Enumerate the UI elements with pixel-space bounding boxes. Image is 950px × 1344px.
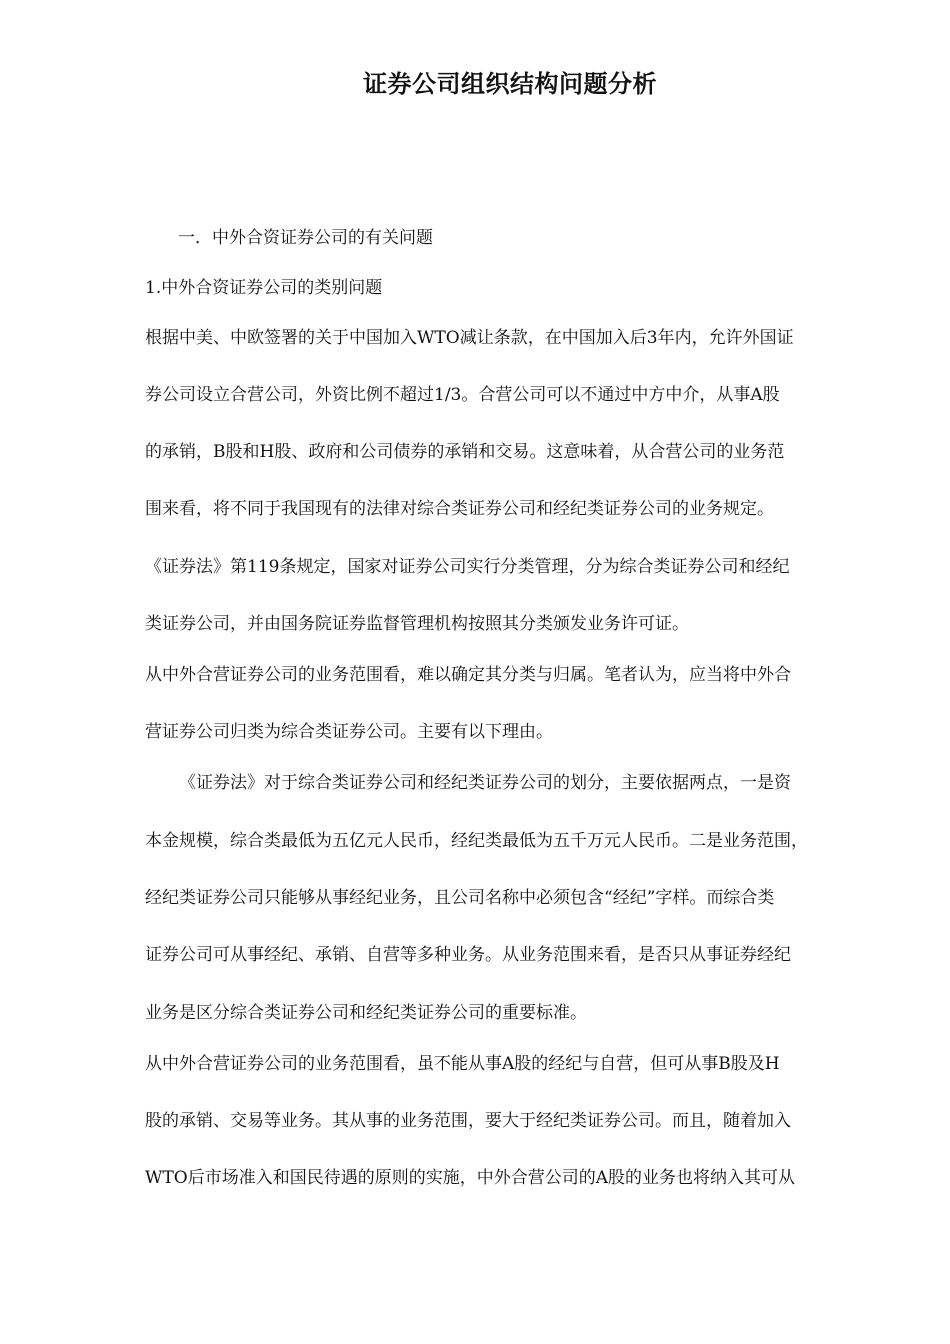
- paragraph-line: 证券公司可从事经纪、承销、自营等多种业务。从业务范围来看，是否只从事证券经纪: [145, 945, 791, 965]
- paragraph-line: 经纪类证券公司只能够从事经纪业务，且公司名称中必须包含“经纪”字样。而综合类: [145, 888, 775, 908]
- paragraph-line: WTO后市场准入和国民待遇的原则的实施，中外合营公司的A股的业务也将纳入其可从: [145, 1168, 796, 1188]
- paragraph-line: 《证券法》第119条规定，国家对证券公司实行分类管理，分为综合类证券公司和经纪: [145, 557, 790, 577]
- paragraph-line: 《证券法》对于综合类证券公司和经纪类证券公司的划分，主要依据两点，一是资: [179, 773, 791, 793]
- paragraph-line: 本金规模，综合类最低为五亿元人民币，经纪类最低为五千万元人民币。二是业务范围，: [145, 831, 808, 851]
- paragraph-line: 营证券公司归类为综合类证券公司。主要有以下理由。: [145, 722, 553, 742]
- paragraph-line: 根据中美、中欧签署的关于中国加入WTO减让条款，在中国加入后3年内，允许外国证: [145, 328, 794, 348]
- document-title: 证券公司组织结构问题分析: [363, 70, 657, 98]
- paragraph-line: 业务是区分综合类证券公司和经纪类证券公司的重要标准。: [145, 1003, 587, 1023]
- paragraph-line: 股的承销、交易等业务。其从事的业务范围，要大于经纪类证券公司。而且，随着加入: [145, 1111, 791, 1131]
- paragraph-line: 券公司设立合营公司，外资比例不超过1/3。合营公司可以不通过中方中介，从事A股: [145, 385, 780, 405]
- paragraph-line: 的承销，B股和H股、政府和公司债券的承销和交易。这意味着，从合营公司的业务范: [145, 442, 785, 462]
- subsection-heading: 1.中外合资证券公司的类别问题: [145, 278, 383, 298]
- paragraph-line: 类证券公司，并由国务院证券监督管理机构按照其分类颁发业务许可证。: [145, 614, 689, 634]
- paragraph-line: 从中外合营证券公司的业务范围看，虽不能从事A股的经纪与自营，但可从事B股及H: [145, 1054, 780, 1074]
- paragraph-line: 围来看，将不同于我国现有的法律对综合类证券公司和经纪类证券公司的业务规定。: [145, 499, 774, 519]
- paragraph-line: 从中外合营证券公司的业务范围看，难以确定其分类与归属。笔者认为，应当将中外合: [145, 665, 791, 685]
- section-heading: 一．中外合资证券公司的有关问题: [178, 228, 433, 248]
